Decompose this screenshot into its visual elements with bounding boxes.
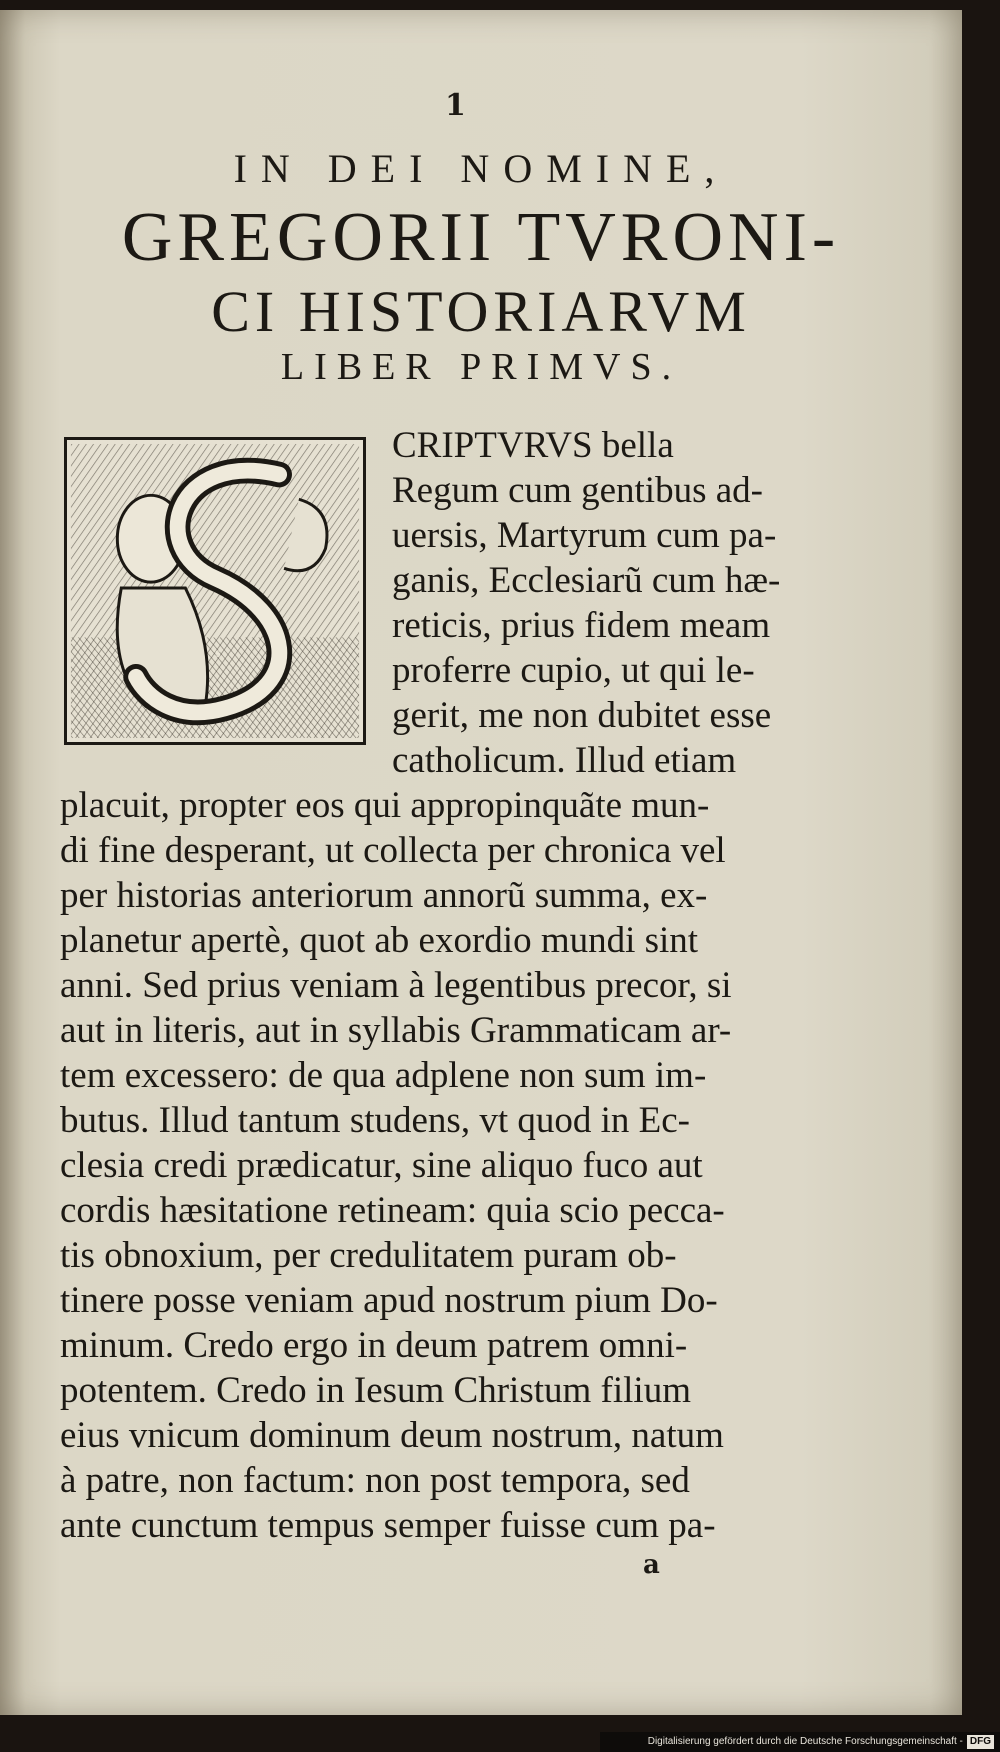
text-line: tinere posse veniam apud nostrum pium Do- [60, 1280, 718, 1321]
page-number: 1 [445, 88, 466, 123]
text-line: butus. Illud tantum studens, vt quod in Ec- [60, 1100, 690, 1141]
dfg-logo: DFG [967, 1735, 994, 1749]
text-line: gerit, me non dubitet esse [392, 695, 772, 736]
initial-letter: S [214, 649, 221, 661]
title-line-1: IN DEI NOMINE, [233, 146, 729, 191]
text-line: per historias anteriorum annorũ summa, ex- [60, 875, 708, 916]
text-line: aut in literis, aut in syllabis Grammaticam ar- [60, 1010, 732, 1051]
text-line: anni. Sed prius veniam à legentibus precor, si [60, 965, 732, 1006]
text-line: à patre, non factum: non post tempora, sed [60, 1460, 690, 1501]
woodcut-illustration-icon [67, 440, 363, 742]
text-line: ganis, Ecclesiarũ cum hæ- [392, 560, 781, 601]
text-line: CRIPTVRVS bella [392, 425, 674, 466]
catchword: a [643, 1550, 660, 1580]
text-line: minum. Credo ergo in deum patrem omni- [60, 1325, 688, 1366]
text-line: Regum cum gentibus ad- [392, 470, 763, 511]
footer-text: Digitalisierung gefördert durch die Deutsche Forschungsgemeinschaft - [647, 1736, 963, 1747]
text-line: tem excessero: de qua adplene non sum im- [60, 1055, 707, 1096]
decorated-initial [64, 437, 366, 745]
digitization-footer [600, 1732, 1000, 1752]
text-line: placuit, propter eos qui appropinquãte mun- [60, 785, 710, 826]
text-line: cordis hæsitatione retineam: quia scio pecca- [60, 1190, 725, 1231]
text-line: eius vnicum dominum deum nostrum, natum [60, 1415, 724, 1456]
title-line-2: GREGORII TVRONI- [121, 199, 841, 276]
title-line-3: CI HISTORIARVM [211, 279, 751, 344]
text-line: uersis, Martyrum cum pa- [392, 515, 777, 556]
book-page [0, 10, 962, 1715]
text-line: catholicum. Illud etiam [392, 740, 737, 781]
text-line: ante cunctum tempus semper fuisse cum pa- [60, 1505, 716, 1546]
text-line: planetur apertè, quot ab exordio mundi sint [60, 920, 699, 961]
text-line: reticis, prius fidem meam [392, 605, 771, 646]
text-line: clesia credi prædicatur, sine aliquo fuco aut [60, 1145, 703, 1186]
text-line: potentem. Credo in Iesum Christum filium [60, 1370, 691, 1411]
text-line: proferre cupio, ut qui le- [392, 650, 755, 691]
text-line: tis obnoxium, per credulitatem puram ob- [60, 1235, 677, 1276]
text-line: di fine desperant, ut collecta per chronica vel [60, 830, 726, 871]
title-line-4: LIBER PRIMVS. [280, 346, 682, 388]
